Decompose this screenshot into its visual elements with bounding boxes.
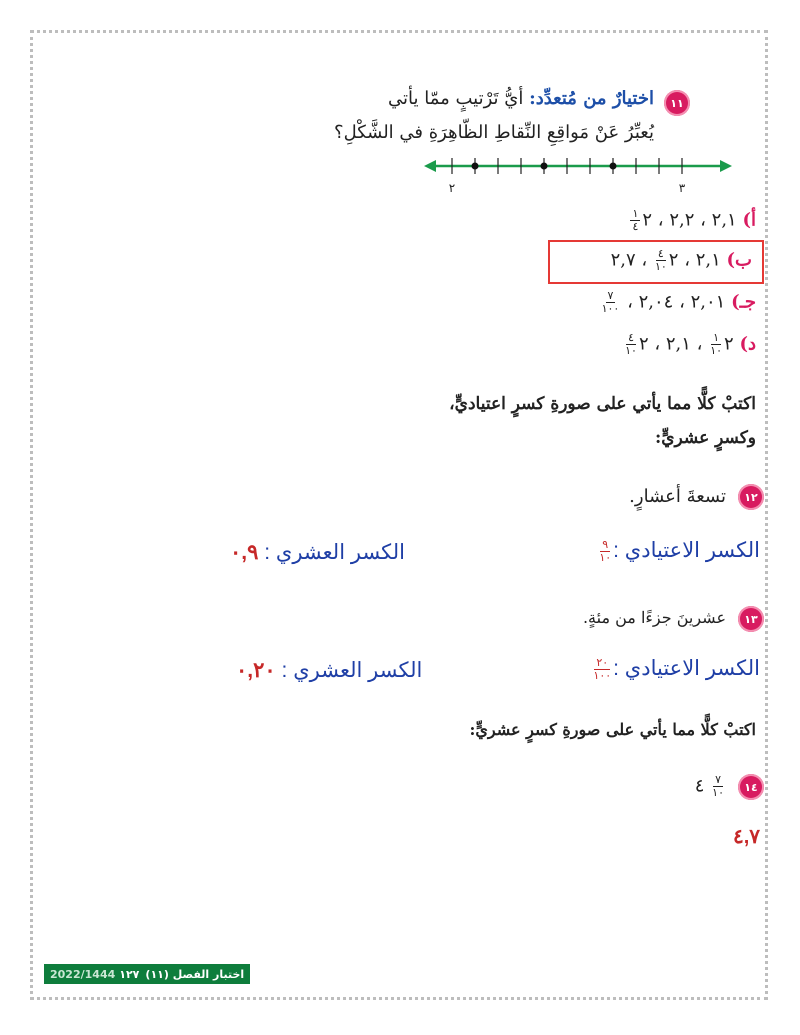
option-d-whole-a: ٢ — [724, 333, 734, 355]
question-12-common-label: الكسر الاعتيادي : — [613, 539, 760, 562]
question-13-decimal-label: الكسر العشري : — [275, 659, 423, 682]
instruction-1-line2: وكسرٍ عشريٍّ: — [654, 428, 756, 448]
question-number-14: ١٤ — [738, 774, 764, 800]
instruction-1-line1: اكتبْ كلًّا مما يأتي على صورةِ كسرٍ اعتياديٍّ، — [449, 394, 756, 414]
option-d[interactable] — [496, 332, 756, 357]
option-d-fraction-b: $\frac{٤}{١٠}$ — [625, 331, 637, 357]
option-c[interactable] — [476, 290, 756, 315]
number-line-axis — [424, 160, 732, 172]
option-a-whole: ٢ — [642, 209, 653, 231]
question-14-whole: ٤ — [694, 775, 705, 797]
option-a-text: ٢,١ ، ٢,٢ ، — [652, 209, 737, 231]
number-line-label-right: ٣ — [678, 181, 686, 195]
footer-tag — [44, 964, 250, 984]
question-13-decimal-value: ٠,٢٠ — [236, 659, 276, 682]
option-b-text-a: ٢,١ ، — [678, 249, 721, 271]
footer-code: 2022/1444 — [50, 967, 116, 981]
question-13-text: عشرينَ جزءًا من مئةٍ. — [582, 608, 726, 627]
option-b-letter: ب) — [726, 249, 752, 271]
option-b-whole: ٢ — [668, 249, 679, 271]
number-line-point-2 — [541, 163, 548, 170]
question-11-stem-line1 — [154, 88, 654, 109]
question-13-common-label: الكسر الاعتيادي : — [613, 657, 760, 680]
question-14-answer: ٤,٧ — [732, 826, 760, 848]
question-11-stem: أيُّ تَرْتيبٍ ممّا يأتي — [387, 88, 524, 109]
instruction-2: اكتبْ كلًّا مما يأتي على صورةِ كسرٍ عشريٍّ: — [469, 720, 756, 739]
footer-label: اختبار الفصل (١١) — [145, 967, 245, 981]
number-line-label-left: ٢ — [448, 181, 456, 195]
option-b-fraction: $\frac{٤}{١٠}$ — [654, 247, 667, 273]
question-number-12: ١٢ — [738, 484, 764, 510]
question-12-decimal — [230, 540, 430, 565]
option-b[interactable] — [512, 248, 752, 273]
question-11-lead: اختيارٌ من مُتعدِّد: — [529, 88, 654, 109]
footer-page: ١٢٧ — [119, 967, 140, 981]
option-c-fraction: $\frac{٧}{١٠٠}$ — [601, 289, 620, 315]
number-line — [420, 150, 740, 200]
question-13-common-fraction — [500, 656, 760, 682]
option-d-fraction-a: $\frac{١}{١٠}$ — [710, 331, 723, 357]
option-c-letter: جـ) — [731, 291, 756, 313]
question-12-decimal-value: ٠,٩ — [230, 541, 259, 564]
option-a[interactable] — [516, 208, 756, 233]
number-line-point-3 — [610, 163, 617, 170]
number-line-point-1 — [472, 163, 479, 170]
option-a-letter: أ) — [742, 209, 756, 231]
option-d-text: ، ٢,١ ، — [648, 333, 703, 355]
option-c-text: ٢,٠١ ، ٢,٠٤ ، — [621, 291, 726, 313]
option-a-fraction: $\frac{١}{٤}$ — [632, 207, 639, 233]
option-b-text-b: ، ٢,٧ — [610, 249, 648, 271]
option-d-whole-b: ٢ — [638, 333, 649, 355]
question-number-11: ١١ — [664, 90, 690, 116]
question-14-fraction: $\frac{٧}{١٠}$ — [712, 773, 724, 799]
question-12-common-fraction — [500, 538, 760, 564]
question-12-text: تسعةَ أعشارٍ. — [629, 486, 726, 507]
option-d-letter: د) — [739, 333, 756, 355]
question-12-common-value: $\frac{٩}{١٠}$ — [599, 538, 612, 564]
question-13-common-value: $\frac{٢٠}{١٠٠}$ — [593, 656, 612, 682]
question-11-stem-line2: يُعبِّرُ عَنْ مَواقِعِ النِّقاطِ الظّاهِرَةِ في الشَّكْلِ؟ — [334, 122, 654, 143]
question-13-decimal — [236, 658, 456, 683]
question-number-13: ١٣ — [738, 606, 764, 632]
question-12-decimal-label: الكسر العشري : — [258, 541, 406, 564]
question-14-mixed-number — [606, 774, 726, 799]
